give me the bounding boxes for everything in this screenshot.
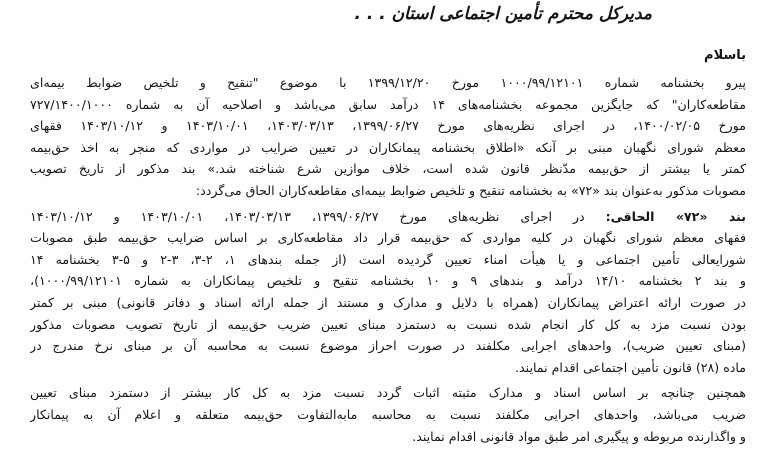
body-line: فقهای معظم شورای نگهبان در کلیه مواردی که حق‌بیمه قرار داد مقاطعه‌کاری بر اساس ضرایب حق‌بیمه طبق مصوبات (30, 230, 746, 246)
body-line: ماده (۲۸) قانون تأمین اجتماعی اقدام نمایند. (515, 359, 746, 375)
salutation: باسلام (704, 48, 746, 63)
letter-body (30, 72, 746, 447)
clause-lead: بند «۷۲» الحاقی: (605, 208, 746, 224)
body-line: در صورت ارائه اعتراض پیمانکاران (همراه با دلایل و مدارک و مستند از جمله ارائه اسناد و دفاتر قانونی) مبنی بر کمتر (30, 294, 746, 310)
body-line: بودن نسبت مزد به کل کار انجام شده نسبت به دستمزد مبنای تعیین ضریب حق‌بیمه از تاریخ تصویب مصوبات مذکور (30, 316, 746, 332)
body-line: همچنین چنانچه بر اساس اسناد و مدارک مثبته اثبات گردد نسبت مزد به کل کار بیشتر از دستمزد مبنای تعیین (30, 385, 746, 401)
body-line: کمتر یا بیشتر از حق‌بیمه مدّنظر قانون شده است، خلاف موازین شرع شناخته شد.» بند مذکور از تاریخ تصویب (30, 161, 746, 177)
body-line: مورخ ۱۴۰۰/۰۲/۰۵، در اجرای نظریه‌های مورخ ۱۳۹۹/۰۶/۲۷، ۱۴۰۳/۰۳/۱۳، ۱۴۰۳/۱۰/۰۱ و ۱۴۰۳/۱۰/۱۲ فقهای (30, 118, 746, 134)
body-line: مصوبات مذکور به‌عنوان بند «۷۲» به بخشنامه تنقیح و تلخیص ضوابط بیمه‌ای مقاطعه‌کاران الحاق می‌گردد: (195, 182, 746, 198)
body-line: ضریب می‌باشد، واحدهای اجرایی مکلفند نسبت به محاسبه مابه‌التفاوت حق‌بیمه متعلقه و اعلام آن به پیمانکار (30, 406, 746, 422)
body-line: و بند ۲ بخشنامه ۱۴/۱۰ درآمد و بندهای ۹ و ۱۰ بخشنامه تنقیح و تلخیص پیمانکاران به شماره ۱۰۰۰/۹۹/۱۲۱۰۱)، (30, 273, 746, 289)
body-line: و واگذارنده مربوطه و پیگیری امر طبق مواد قانونی اقدام نمایند. (412, 428, 746, 444)
body-line: (مبنای تعیین ضریب)، واحدهای اجرایی مکلفند در صورت احراز موضوع نسبت به محاسبه آن بر مبنای نرخ مندرج در (30, 338, 746, 354)
clause-line-text: در اجرای نظریه‌های مورخ ۱۳۹۹/۰۶/۲۷، ۱۴۰۳/۰۳/۱۳، ۱۴۰۳/۱۰/۰۱ و ۱۴۰۳/۱۰/۱۲ (30, 208, 606, 224)
body-line: پیرو بخشنامه شماره ۱۰۰۰/۹۹/۱۲۱۰۱ مورخ ۱۳۹۹/۱۲/۲۰ با موضوع "تنقیح و تلخیص ضوابط بیمه‌ای (30, 75, 746, 90)
body-line-with-lead (30, 206, 746, 228)
letter-heading: مدیرکل محترم تأمین اجتماعی استان . . . (354, 4, 652, 24)
body-line: شورایعالی تأمین اجتماعی و یا هیأت امناء تعیین گردیده است (از جمله بندهای ۱، ۲-۳، ۳-۲ و ۵-۳ بخشنامه ۱۴ (30, 251, 746, 267)
body-line: مقاطعه‌کاران" که جایگزین مجموعه بخشنامه‌های ۱۴ درآمد سابق می‌باشد و اصلاحیه آن به شماره ۷۲۷/۱۴۰۰/۱۰۰۰ (30, 96, 746, 112)
body-line: معظم شورای نگهبان مبنی بر آنکه «اطلاق بخشنامه پیمانکاران در تعیین ضرایب در مواردی که منجر به اخذ حق‌بیمه (30, 139, 746, 155)
